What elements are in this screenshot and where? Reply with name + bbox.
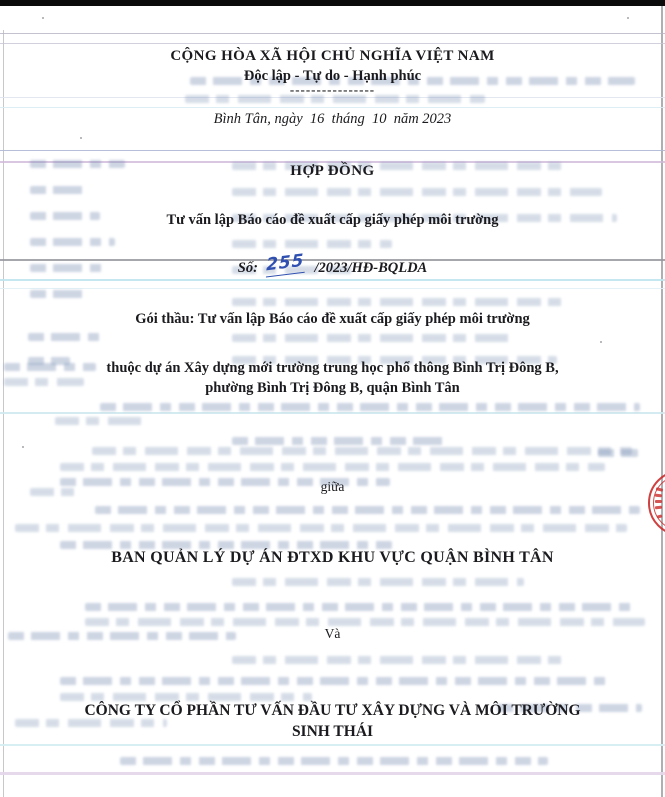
dust-speck: [22, 446, 24, 448]
scanline: [0, 33, 665, 34]
package-line: Gói thầu: Tư vấn lập Báo cáo đề xuất cấp giấy phép môi trường: [135, 311, 530, 327]
bleed-through-line: [60, 463, 605, 471]
scanline: [0, 412, 665, 414]
contract-number-prefix: Số:: [237, 260, 258, 276]
national-motto: Độc lập - Tự do - Hạnh phúc: [243, 68, 422, 84]
bleed-through-line: [15, 524, 627, 532]
bleed-through-line: [55, 417, 150, 425]
scanline: [0, 288, 665, 289]
bleed-through-line: [85, 618, 645, 626]
bleed-through-line: [30, 290, 85, 298]
place-date-line: Bình Tân, ngày 16 tháng 10 năm 2023: [213, 111, 452, 127]
bleed-through-line: [28, 333, 106, 341]
bleed-through-line: [232, 298, 562, 306]
dust-speck: [627, 17, 629, 19]
bleed-through-line: [232, 656, 564, 664]
dust-speck: [42, 17, 44, 19]
scanline: [0, 279, 665, 281]
bleed-through-line: [60, 693, 312, 701]
dust-speck: [80, 137, 82, 139]
contract-title: HỢP ĐỒNG: [290, 163, 375, 179]
party-b-name-line-2: SINH THÁI: [291, 723, 374, 740]
scan-top-black-bar: [0, 0, 665, 6]
bleed-through-line: [30, 186, 90, 194]
bleed-through-line: [120, 757, 548, 765]
bleed-through-line: [232, 578, 524, 586]
bleed-through-line: [100, 403, 640, 411]
scanline: [0, 772, 665, 775]
bleed-through-line: [85, 603, 635, 611]
contract-number-line: [0, 250, 665, 279]
bleed-through-line: [232, 240, 392, 248]
bleed-through-line: [232, 188, 602, 196]
contract-subtitle: Tư vấn lập Báo cáo đề xuất cấp giấy phép môi trường: [166, 212, 499, 228]
bleed-through-line: [232, 334, 512, 342]
project-line-1: thuộc dự án Xây dựng mới trường trung học phổ thông Bình Trị Đông B,: [106, 360, 559, 376]
scanline: [0, 43, 665, 44]
dust-speck: [600, 341, 602, 343]
contract-number-suffix: /2023/HĐ-BQLDA: [314, 260, 428, 276]
party-b-name-line-1: CÔNG TY CỔ PHẦN TƯ VẤN ĐẦU TƯ XÂY DỰNG VÀ MÔI TRƯỜNG: [84, 702, 581, 719]
project-line-2: phường Bình Trị Đông B, quận Bình Tân: [205, 380, 460, 396]
bleed-through-line: [598, 449, 638, 457]
header-separator-dashes: ----------------: [289, 82, 376, 97]
bleed-through-line: [92, 447, 632, 455]
national-title: CỘNG HÒA XÃ HỘI CHỦ NGHĨA VIỆT NAM: [170, 48, 495, 64]
party-a-name: BAN QUẢN LÝ DỰ ÁN ĐTXD KHU VỰC QUẬN BÌNH TÂN: [111, 549, 554, 566]
handwritten-contract-number: 255: [266, 251, 305, 278]
bleed-through-line: [95, 506, 640, 514]
scanline: [0, 744, 665, 746]
bleed-through-line: [232, 437, 447, 445]
bleed-through-line: [60, 677, 608, 685]
bleed-through-line: [30, 238, 115, 246]
scanline: [0, 107, 665, 108]
scanline: [0, 150, 665, 151]
between-label: giữa: [320, 479, 345, 494]
and-label: Và: [324, 626, 341, 641]
